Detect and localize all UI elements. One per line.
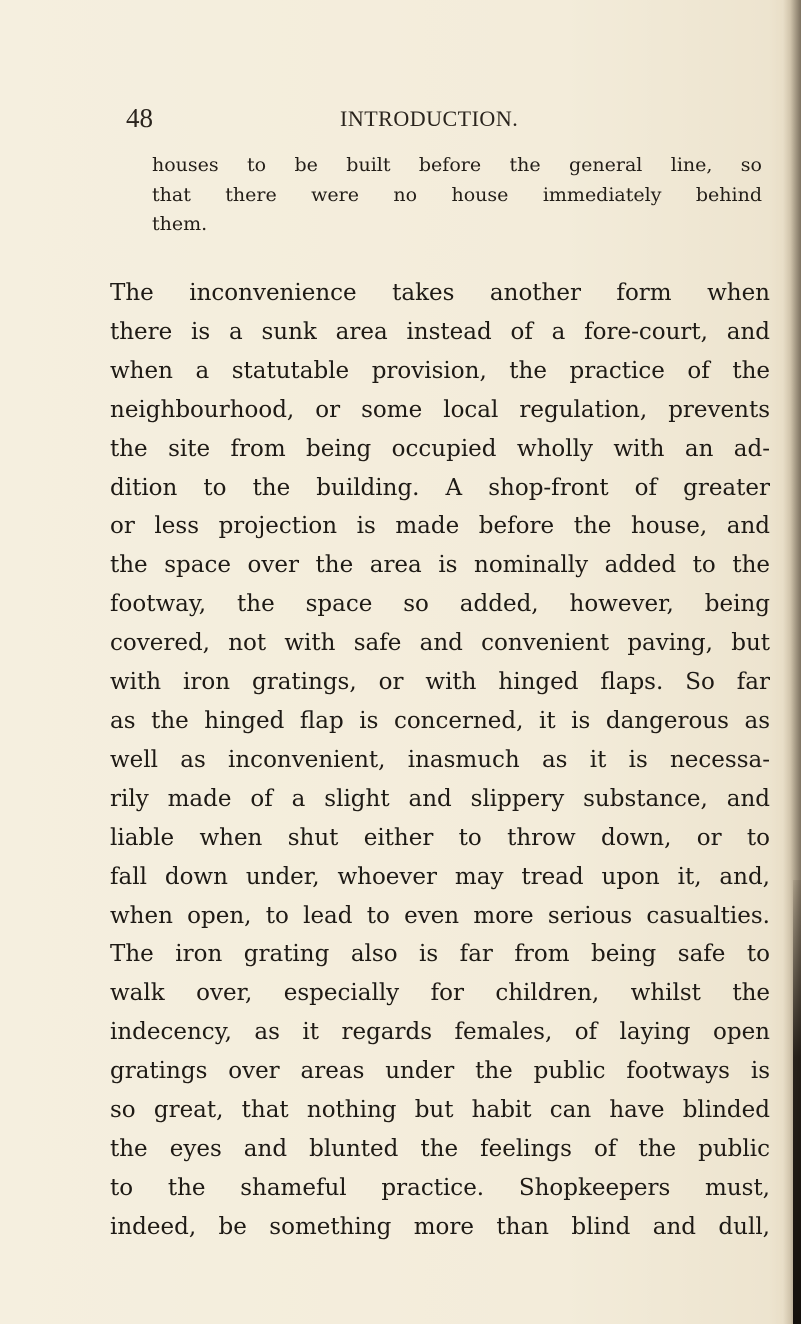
body-line: indecency, as it regards females, of laying open: [110, 1019, 770, 1046]
body-line: as the hinged flap is concerned, it is dangerous as: [110, 707, 770, 734]
body-line: or less projection is made before the house, and: [110, 513, 770, 540]
body-line: the site from being occupied wholly with an ad-: [110, 435, 770, 462]
body-line: liable when shut either to throw down, or to: [110, 824, 770, 851]
body-line: footway, the space so added, however, being: [110, 591, 770, 618]
body-line: when a statutable provision, the practice of the: [110, 357, 770, 384]
body-line: rily made of a slight and slippery substance, and: [110, 785, 770, 812]
page-binding-edge: [793, 880, 801, 1324]
body-line: with iron gratings, or with hinged flaps. So far: [110, 669, 770, 696]
footnote-line: that there were no house immediately behind: [152, 183, 762, 206]
body-line: The inconvenience takes another form when: [110, 280, 770, 306]
footnote-block: [152, 151, 762, 240]
body-line: there is a sunk area instead of a fore-court, and: [110, 318, 770, 345]
body-line: the space over the area is nominally added to the: [110, 552, 770, 579]
body-line: The iron grating also is far from being safe to: [110, 941, 770, 968]
body-line: gratings over areas under the public footways is: [110, 1058, 770, 1085]
footnote-line: houses to be built before the general line, so: [152, 154, 762, 176]
body-line: the eyes and blunted the feelings of the public: [110, 1135, 770, 1162]
page-number: 48: [126, 103, 153, 133]
page-header: [0, 103, 801, 143]
body-paragraph: [110, 274, 770, 1247]
body-line: well as inconvenient, inasmuch as it is necessa-: [110, 746, 770, 773]
body-line: indeed, be something more than blind and dull,: [110, 1213, 770, 1240]
body-line: to the shameful practice. Shopkeepers must,: [110, 1174, 770, 1201]
body-line: dition to the building. A shop-front of greater: [110, 474, 770, 501]
footnote-line: them.: [152, 213, 208, 235]
body-line: so great, that nothing but habit can have blinded: [110, 1097, 770, 1124]
body-line: covered, not with safe and convenient paving, but: [110, 630, 770, 657]
body-line: neighbourhood, or some local regulation, prevents: [110, 396, 770, 423]
body-line: when open, to lead to even more serious casualties.: [110, 902, 770, 929]
running-title: INTRODUCTION.: [340, 106, 519, 131]
body-line: walk over, especially for children, whilst the: [110, 980, 770, 1007]
body-line: fall down under, whoever may tread upon it, and,: [110, 863, 770, 890]
